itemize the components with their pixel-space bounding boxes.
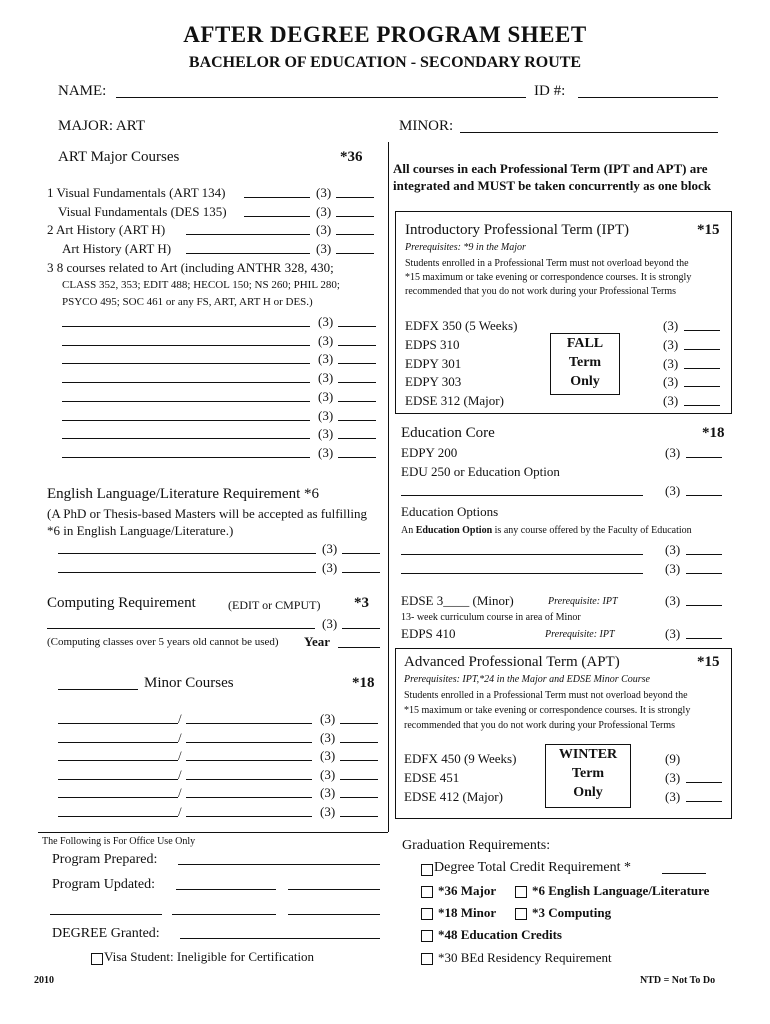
program-prepared-field[interactable] (178, 864, 380, 865)
id-label: ID #: (534, 83, 566, 99)
grade-line[interactable] (686, 782, 722, 783)
apt-heading: Advanced Professional Term (APT) (404, 654, 620, 670)
grade-line[interactable] (340, 760, 378, 761)
minor-course-dept-field[interactable] (58, 723, 178, 724)
degree-granted-label: DEGREE Granted: (52, 926, 160, 941)
credit-3: (3) (320, 785, 336, 800)
credit-3: (3) (316, 222, 332, 237)
computing-sub: (EDIT or CMPUT) (228, 598, 321, 612)
art-row-7: PSYCO 495; SOC 461 or any FS, ART, ART H or DES.) (62, 296, 313, 308)
credit-3: (3) (316, 204, 332, 219)
major-label: MAJOR: ART (58, 118, 146, 134)
education-options-label: Education Options (401, 504, 499, 519)
winter-term-box (545, 744, 631, 808)
education-48-checkbox[interactable] (421, 930, 433, 942)
major-36-checkbox[interactable] (421, 886, 433, 898)
credit-3: (3) (316, 241, 332, 256)
art-related-course-field[interactable] (62, 438, 310, 439)
winter-term-1: WINTER (558, 747, 618, 762)
art-row-6: CLASS 352, 353; EDIT 488; HECOL 150; NS 260; PHIL 280; (62, 279, 340, 291)
ipt-credits: *15 (697, 222, 720, 238)
grade-line[interactable] (338, 457, 376, 458)
minor-course-num-field[interactable] (186, 742, 312, 743)
credit-3: (3) (665, 483, 681, 498)
credit-3: (3) (665, 789, 681, 804)
grade-line[interactable] (342, 572, 380, 573)
fall-term-box (550, 333, 620, 395)
credit-3: (3) (663, 318, 679, 333)
page-title: AFTER DEGREE PROGRAM SHEET (183, 22, 587, 47)
core-course-1: EDPY 200 (401, 445, 458, 460)
art-row-3: 2 Art History (ART H) (47, 222, 166, 237)
core-course-2: EDU 250 or Education Option (401, 464, 560, 479)
education-options-note: An Education Option is any course offered by the Faculty of Education (401, 525, 692, 536)
grade-line[interactable] (686, 573, 722, 574)
grade-line[interactable] (338, 401, 376, 402)
residency-30-checkbox[interactable] (421, 953, 433, 965)
art-row-4: Art History (ART H) (62, 241, 172, 256)
credit-3: (3) (663, 356, 679, 371)
credit-3: (3) (665, 626, 681, 641)
edse-minor-course: EDSE 3____ (Minor) (401, 593, 514, 608)
minor-18-checkbox[interactable] (421, 908, 433, 920)
computing-heading: Computing Requirement (47, 595, 196, 611)
minor-credits: *18 (352, 675, 375, 691)
art-row-2: Visual Fundamentals (DES 135) (58, 204, 227, 219)
apt-note-2: *15 maximum or take evening or correspondence courses. It is strongly (404, 705, 691, 716)
apt-note-1: Students enrolled in a Professional Term must not overload beyond the (404, 690, 688, 701)
grade-line[interactable] (684, 386, 720, 387)
credit-3: (3) (318, 389, 334, 404)
visa-checkbox[interactable] (91, 953, 103, 965)
art-major-credits: *36 (340, 149, 363, 165)
credit-3: (3) (318, 314, 334, 329)
grade-line[interactable] (340, 797, 378, 798)
grade-line[interactable] (338, 326, 376, 327)
credit-3: (3) (663, 337, 679, 352)
office-label: The Following is For Office Use Only (42, 836, 196, 847)
credit-3: (3) (663, 393, 679, 408)
education-48-label: *48 Education Credits (438, 927, 562, 942)
art-related-course-field[interactable] (62, 457, 310, 458)
credit-3: (3) (665, 593, 681, 608)
grade-line[interactable] (338, 420, 376, 421)
major-36-label: *36 Major (438, 883, 497, 898)
apt-credits: *15 (697, 654, 720, 670)
ipt-note-3: recommended that you do not work during your Professional Terms (405, 286, 677, 297)
minor-course-num-field[interactable] (186, 723, 312, 724)
winter-term-3: Only (573, 785, 603, 800)
fall-term-2: Term (568, 355, 602, 370)
grade-line[interactable] (684, 349, 720, 350)
credit-3: (3) (663, 374, 679, 389)
computing-year-field[interactable] (338, 647, 380, 648)
grade-line[interactable] (336, 253, 374, 254)
grade-line[interactable] (336, 197, 374, 198)
option-course-1[interactable] (401, 554, 643, 555)
art-related-course-field[interactable] (62, 363, 310, 364)
ipt-note-1: Students enrolled in a Professional Term must not overload beyond the (405, 258, 689, 269)
art-row-4-line[interactable] (186, 253, 310, 254)
minor-course-dept-field[interactable] (58, 742, 178, 743)
column-divider (388, 142, 389, 832)
credit-9: (9) (665, 751, 681, 766)
credit-3: (3) (322, 560, 338, 575)
grade-line[interactable] (340, 816, 378, 817)
ipt-course-5: EDSE 312 (Major) (405, 393, 504, 408)
minor-course-num-field[interactable] (186, 816, 312, 817)
grade-line[interactable] (684, 330, 720, 331)
degree-total-label: Degree Total Credit Requirement * (434, 860, 632, 875)
minor-slash: / (178, 785, 182, 800)
core-course-2-field[interactable] (401, 495, 643, 496)
program-updated-label: Program Updated: (52, 877, 156, 892)
minor-field[interactable] (460, 132, 718, 133)
english-note-1: (A PhD or Thesis-based Masters will be accepted as fulfilling (47, 506, 367, 521)
minor-course-num-field[interactable] (186, 797, 312, 798)
grade-line[interactable] (684, 405, 720, 406)
grade-line[interactable] (686, 801, 722, 802)
grade-line[interactable] (340, 742, 378, 743)
credit-3: (3) (665, 542, 681, 557)
minor-course-num-field[interactable] (186, 779, 312, 780)
computing-3-label: *3 Computing (532, 905, 612, 920)
credit-3: (3) (320, 730, 336, 745)
credit-3: (3) (320, 804, 336, 819)
minor-course-dept-field[interactable] (58, 760, 178, 761)
office-divider (38, 832, 388, 833)
program-updated-field-1[interactable] (176, 889, 276, 890)
art-row-2-line[interactable] (244, 216, 310, 217)
minor-18-label: *18 Minor (438, 905, 497, 920)
computing-credits: *3 (354, 595, 369, 611)
art-row-5: 3 8 courses related to Art (including ANTHR 328, 430; (47, 260, 334, 275)
art-related-course-field[interactable] (62, 420, 310, 421)
grade-line[interactable] (342, 628, 380, 629)
ipt-course-1: EDFX 350 (5 Weeks) (405, 318, 518, 333)
minor-slash: / (178, 804, 182, 819)
credit-3: (3) (322, 616, 338, 631)
minor-heading: Minor Courses (144, 675, 234, 691)
grade-line[interactable] (686, 495, 722, 496)
name-field[interactable] (116, 97, 526, 98)
grade-line[interactable] (338, 345, 376, 346)
apt-course-1: EDFX 450 (9 Weeks) (404, 751, 517, 766)
degree-granted-field[interactable] (180, 938, 380, 939)
minor-course-dept-field[interactable] (58, 797, 178, 798)
minor-slash: / (178, 730, 182, 745)
art-major-heading: ART Major Courses (58, 149, 180, 165)
fall-term-1: FALL (566, 336, 604, 351)
grade-line[interactable] (340, 779, 378, 780)
ipt-course-2: EDPS 310 (405, 337, 460, 352)
credit-3: (3) (318, 333, 334, 348)
right-intro-2: integrated and MUST be taken concurrently as one block (393, 178, 712, 193)
minor-course-num-field[interactable] (186, 760, 312, 761)
minor-slash: / (178, 748, 182, 763)
english-course-1[interactable] (58, 553, 316, 554)
credit-3: (3) (320, 711, 336, 726)
degree-total-field[interactable] (662, 873, 706, 874)
name-label: NAME: (58, 83, 107, 99)
art-row-1-line[interactable] (244, 197, 310, 198)
ipt-note-2: *15 maximum or take evening or correspondence courses. It is strongly (405, 272, 692, 283)
computing-note: (Computing classes over 5 years old cannot be used) (47, 636, 279, 648)
grade-line[interactable] (338, 382, 376, 383)
apt-course-3: EDSE 412 (Major) (404, 789, 503, 804)
credit-3: (3) (318, 351, 334, 366)
grade-line[interactable] (686, 638, 722, 639)
grade-line[interactable] (686, 605, 722, 606)
fall-term-3: Only (570, 374, 600, 389)
minor-slash: / (178, 767, 182, 782)
english-6-label: *6 English Language/Literature (532, 883, 710, 898)
minor-course-dept-field[interactable] (58, 816, 178, 817)
apt-prereq: Prerequisites: IPT,*24 in the Major and EDSE Minor Course (404, 674, 650, 685)
credit-3: (3) (318, 445, 334, 460)
edps-410: EDPS 410 (401, 626, 456, 641)
id-field[interactable] (578, 97, 718, 98)
grade-line[interactable] (686, 554, 722, 555)
credit-3: (3) (320, 748, 336, 763)
credit-3: (3) (318, 370, 334, 385)
minor-name-field[interactable] (58, 689, 138, 690)
credit-3: (3) (316, 185, 332, 200)
core-heading: Education Core (401, 425, 495, 441)
english-6-checkbox[interactable] (515, 886, 527, 898)
ipt-prereq: Prerequisites: *9 in the Major (405, 242, 526, 253)
english-heading: English Language/Literature Requirement *6 (47, 486, 319, 502)
credit-3: (3) (320, 767, 336, 782)
credit-3: (3) (665, 445, 681, 460)
minor-slash: / (178, 711, 182, 726)
grade-line[interactable] (338, 363, 376, 364)
minor-label: MINOR: (399, 118, 454, 134)
computing-3-checkbox[interactable] (515, 908, 527, 920)
apt-note-3: recommended that you do not work during your Professional Terms (404, 720, 676, 731)
credit-3: (3) (665, 770, 681, 785)
right-intro-1: All courses in each Professional Term (IPT and APT) are (393, 161, 708, 176)
grade-line[interactable] (342, 553, 380, 554)
ipt-heading: Introductory Professional Term (IPT) (405, 222, 630, 238)
residency-30-label: *30 BEd Residency Requirement (438, 950, 612, 965)
art-related-course-field[interactable] (62, 401, 310, 402)
english-note-2: *6 in English Language/Literature.) (47, 523, 234, 538)
minor-course-dept-field[interactable] (58, 779, 178, 780)
form-year: 2010 (34, 975, 54, 986)
art-related-course-field[interactable] (62, 382, 310, 383)
credit-3: (3) (318, 408, 334, 423)
page-subtitle: BACHELOR OF EDUCATION - SECONDARY ROUTE (188, 54, 582, 71)
edse-prereq: Prerequisite: IPT (548, 596, 618, 607)
grade-line[interactable] (336, 216, 374, 217)
degree-total-checkbox[interactable] (421, 864, 433, 876)
grade-line[interactable] (686, 457, 722, 458)
art-related-course-field[interactable] (62, 326, 310, 327)
ntd-legend: NTD = Not To Do (640, 975, 716, 986)
office-field-3[interactable] (288, 914, 380, 915)
credit-3: (3) (665, 561, 681, 576)
computing-course[interactable] (47, 628, 315, 629)
art-related-course-field[interactable] (62, 345, 310, 346)
ipt-course-4: EDPY 303 (405, 374, 462, 389)
office-field-1[interactable] (50, 914, 162, 915)
grade-line[interactable] (340, 723, 378, 724)
art-row-3-line[interactable] (186, 234, 310, 235)
art-row-1: 1 Visual Fundamentals (ART 134) (47, 185, 226, 200)
edps-prereq: Prerequisite: IPT (545, 629, 615, 640)
winter-term-2: Term (571, 766, 605, 781)
grade-line[interactable] (336, 234, 374, 235)
grad-heading: Graduation Requirements: (402, 838, 551, 853)
credit-3: (3) (318, 426, 334, 441)
grade-line[interactable] (684, 368, 720, 369)
apt-course-2: EDSE 451 (404, 770, 460, 785)
core-credits: *18 (702, 425, 725, 441)
curriculum-note: 13- week curriculum course in area of Minor (401, 612, 581, 623)
grade-line[interactable] (338, 438, 376, 439)
visa-label: Visa Student: Ineligible for Certification (104, 949, 315, 964)
computing-year-label: Year (304, 634, 330, 649)
option-course-2[interactable] (401, 573, 643, 574)
program-updated-field-2[interactable] (288, 889, 380, 890)
office-field-2[interactable] (172, 914, 276, 915)
program-prepared-label: Program Prepared: (52, 852, 158, 867)
english-course-2[interactable] (58, 572, 316, 573)
credit-3: (3) (322, 541, 338, 556)
ipt-course-3: EDPY 301 (405, 356, 462, 371)
